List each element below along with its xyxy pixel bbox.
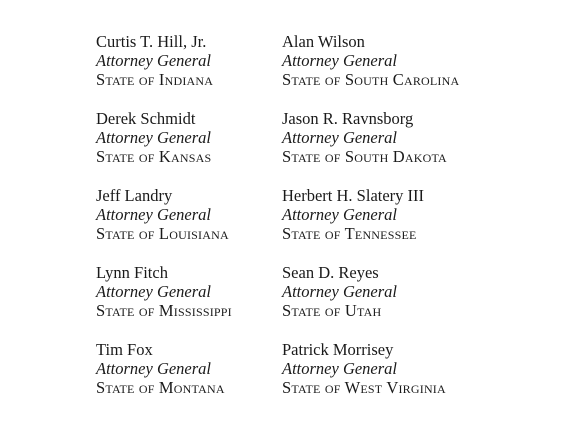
signature-block bbox=[96, 32, 296, 109]
signatory-title: Attorney General bbox=[96, 205, 212, 224]
signatory-title: Attorney General bbox=[96, 282, 212, 301]
signatory-state: State of Louisiana bbox=[96, 224, 229, 243]
signature-block bbox=[96, 186, 296, 263]
signatory-name: Patrick Morrisey bbox=[282, 340, 394, 359]
signatory-title: Attorney General bbox=[96, 128, 212, 147]
signatory-name: Sean D. Reyes bbox=[282, 263, 379, 282]
signatory-state: State of South Dakota bbox=[282, 147, 447, 166]
signatory-state: State of Mississippi bbox=[96, 301, 232, 320]
signature-block bbox=[96, 263, 296, 340]
signatory-state: State of South Carolina bbox=[282, 70, 460, 89]
signatory-title: Attorney General bbox=[282, 359, 398, 378]
signatory-name: Herbert H. Slatery III bbox=[282, 186, 425, 205]
signatory-state: State of Utah bbox=[282, 301, 382, 320]
signatory-name: Jeff Landry bbox=[96, 186, 173, 205]
signature-block bbox=[282, 109, 542, 186]
signatory-state: State of Indiana bbox=[96, 70, 214, 89]
signatory-state: State of Kansas bbox=[96, 147, 212, 166]
signatory-title: Attorney General bbox=[282, 282, 398, 301]
signatory-title: Attorney General bbox=[282, 51, 398, 70]
signatory-title: Attorney General bbox=[96, 359, 212, 378]
signatory-state: State of Tennessee bbox=[282, 224, 417, 243]
signatory-column-left bbox=[96, 32, 296, 417]
signatory-title: Attorney General bbox=[282, 128, 398, 147]
signature-block bbox=[282, 340, 542, 417]
signatory-name: Lynn Fitch bbox=[96, 263, 168, 282]
signatory-state: State of West Virginia bbox=[282, 378, 446, 397]
signatory-title: Attorney General bbox=[282, 205, 398, 224]
signatory-name: Alan Wilson bbox=[282, 32, 365, 51]
signature-block bbox=[282, 263, 542, 340]
signature-block bbox=[282, 186, 542, 263]
signatory-name: Curtis T. Hill, Jr. bbox=[96, 32, 207, 51]
signatory-column-right bbox=[282, 32, 542, 417]
signature-block bbox=[96, 340, 296, 417]
signatory-state: State of Montana bbox=[96, 378, 225, 397]
signature-block bbox=[96, 109, 296, 186]
signatory-name: Derek Schmidt bbox=[96, 109, 196, 128]
signatory-name: Tim Fox bbox=[96, 340, 153, 359]
signatory-title: Attorney General bbox=[96, 51, 212, 70]
signature-block bbox=[282, 32, 542, 109]
signatory-name: Jason R. Ravnsborg bbox=[282, 109, 414, 128]
